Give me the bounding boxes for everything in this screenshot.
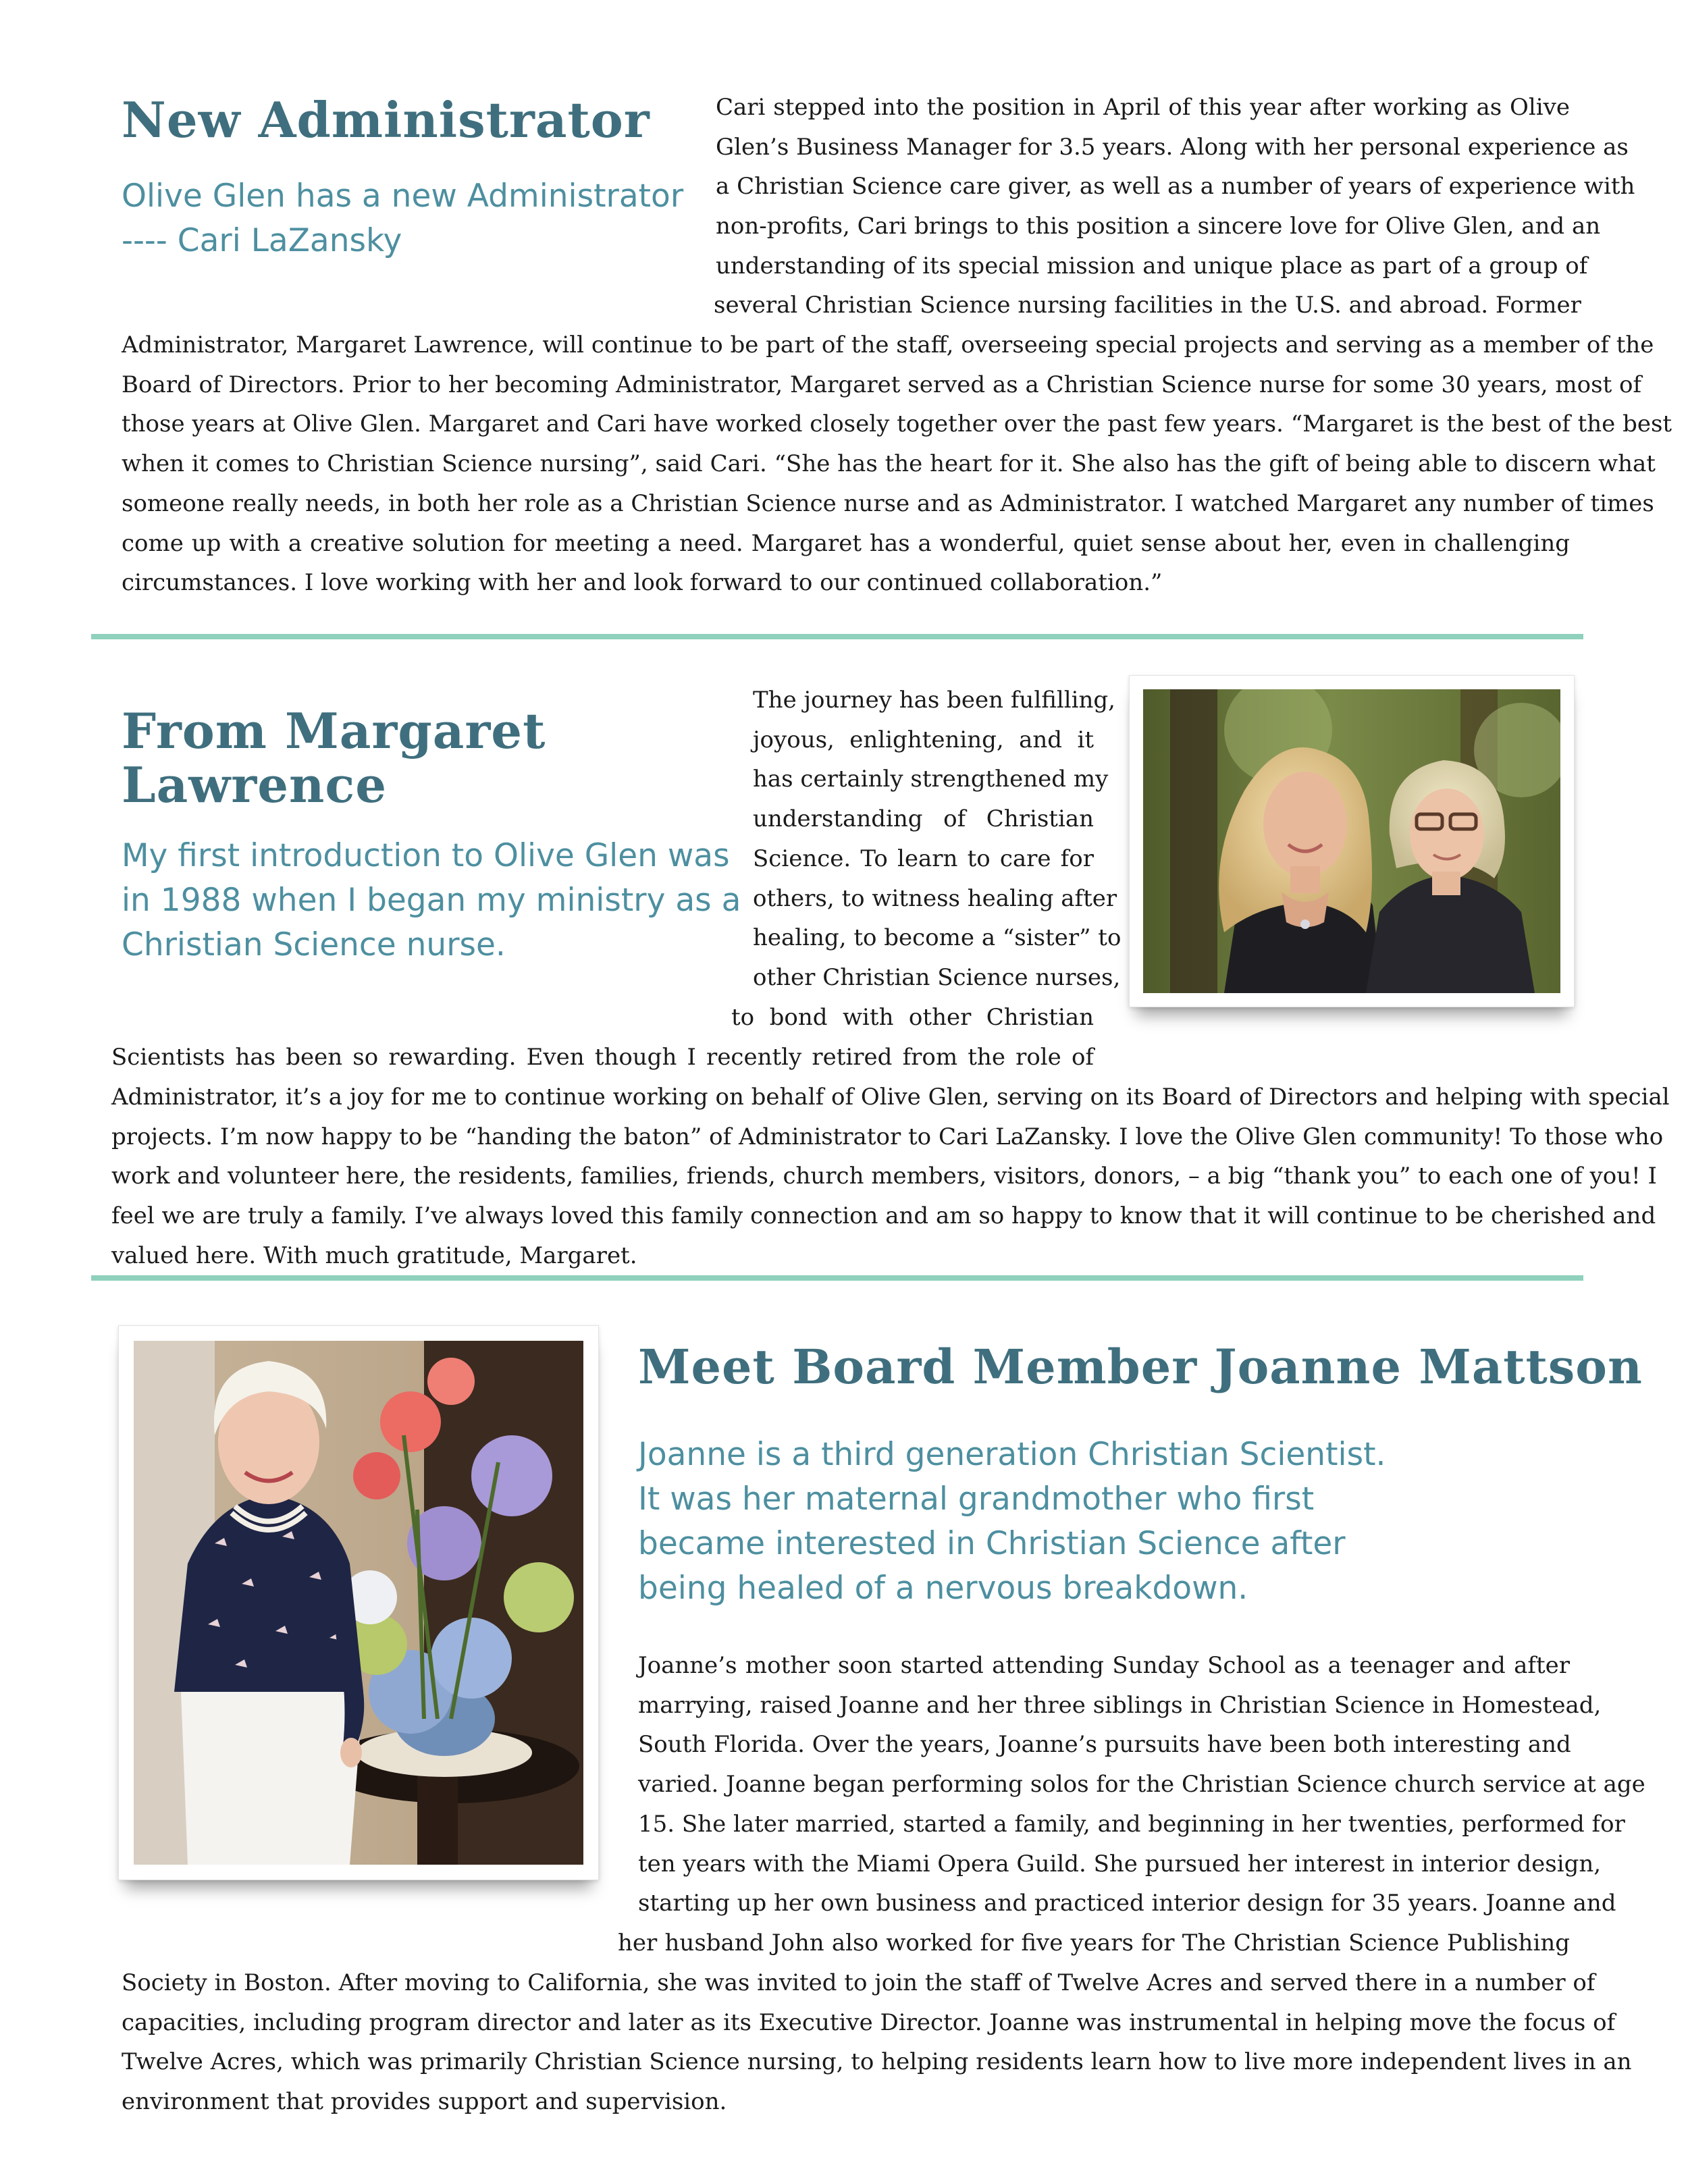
text-line: others, to witness healing after	[753, 884, 1117, 912]
two-women-photo-icon	[1143, 689, 1560, 993]
text-line: ten years with the Miami Opera Guild. She pursued her interest in interior design,	[638, 1850, 1602, 1877]
margaret-subheading-line: Christian Science nurse.	[122, 926, 506, 963]
section-divider	[91, 634, 1583, 639]
joanne-heading: Meet Board Member Joanne Mattson	[638, 1339, 1643, 1395]
text-line: Scientists has been so rewarding. Even though I recently retired from the role of	[111, 1044, 1094, 1071]
text-line: starting up her own business and practiced interior design for 35 years. Joanne and	[638, 1890, 1616, 1917]
margaret-subheading-line: My first introduction to Olive Glen was	[122, 837, 730, 874]
margaret-cari-photo	[1129, 675, 1575, 1007]
text-line: Board of Directors. Prior to her becoming Administrator, Margaret served as a Christian Science nurse for some 30 years, most of	[122, 371, 1642, 398]
admin-body-text	[122, 325, 1672, 603]
text-line: feel we are truly a family. I’ve always loved this family connection and am so happy to know that it will continue to be cherished and	[111, 1202, 1656, 1230]
margaret-wide-line	[111, 1038, 1094, 1077]
text-line: Cari stepped into the position in April of this year after working as Olive	[716, 94, 1570, 121]
joanne-subheading-line: Joanne is a third generation Christian Scientist.	[638, 1436, 1386, 1473]
text-line: several Christian Science nursing facilities in the U.S. and abroad. Former	[714, 292, 1581, 319]
margaret-subheading	[122, 834, 741, 967]
margaret-heading-line: Lawrence	[122, 756, 387, 814]
admin-subheading-line: Olive Glen has a new Administrator	[122, 178, 684, 215]
text-line: non-profits, Cari brings to this position a sincere love for Olive Glen, and an	[716, 213, 1601, 240]
text-line: The journey has been fulfilling,	[753, 687, 1115, 714]
text-line: those years at Olive Glen. Margaret and Cari have worked closely together over the past few years. “Margaret is the best of the best	[122, 410, 1672, 438]
text-line: 15. She later married, started a family, and beginning in her twenties, performed for	[638, 1810, 1625, 1838]
admin-intro-text	[716, 88, 1635, 286]
text-line: capacities, including program director and later as its Executive Director. Joanne was instrumental in helping move the focus of	[122, 2008, 1616, 2036]
text-line: someone really needs, in both her role as a Christian Science nurse and as Administrator. I watched Margaret any number of times	[122, 489, 1654, 517]
text-line: when it comes to Christian Science nursing”, said Cari. “She has the heart for it. She also has the gift of being able to discern what	[122, 450, 1656, 478]
text-line: Administrator, it’s a joy for me to continue working on behalf of Olive Glen, serving on its Board of Directors and helping with special	[111, 1084, 1670, 1111]
text-line: joyous, enlightening, and it	[753, 726, 1094, 753]
text-line: marrying, raised Joanne and her three siblings in Christian Science in Homestead,	[638, 1691, 1602, 1719]
text-line: understanding of its special mission and unique place as part of a group of	[716, 252, 1588, 279]
text-line: understanding of Christian	[753, 805, 1094, 833]
text-line: to bond with other Christian	[731, 1004, 1094, 1031]
text-line: Administrator, Margaret Lawrence, will continue to be part of the staff, overseeing special projects and serving as a member of the	[122, 331, 1654, 358]
admin-transition-line	[714, 286, 1581, 325]
text-line: projects. I’m now happy to be “handing the baton” of Administrator to Cari LaZansky. I love the Olive Glen community! To those who	[111, 1123, 1664, 1150]
admin-subheading-line: ---- Cari LaZansky	[122, 222, 402, 259]
text-line: environment that provides support and supervision.	[122, 2088, 727, 2116]
margaret-intro-text	[753, 681, 1122, 998]
margaret-subheading-line: in 1988 when I began my ministry as a	[122, 882, 741, 919]
margaret-heading	[122, 704, 546, 812]
text-line: her husband John also worked for five years for The Christian Science Publishing	[618, 1929, 1570, 1956]
text-line: work and volunteer here, the residents, families, friends, church members, visitors, donors, – a big “thank you” to each one of you! I	[111, 1163, 1657, 1190]
joanne-subheading-line: became interested in Christian Science after	[638, 1525, 1346, 1562]
joanne-subheading-line: being healed of a nervous breakdown.	[638, 1570, 1248, 1607]
joanne-portrait-icon	[134, 1341, 583, 1865]
joanne-body-text	[122, 1963, 1632, 2122]
joanne-subheading	[638, 1433, 1386, 1611]
section-divider	[91, 1275, 1583, 1281]
text-line: Twelve Acres, which was primarily Christian Science nursing, to helping residents learn how to live more independent lives in an	[122, 2048, 1632, 2076]
text-line: a Christian Science care giver, as well as a number of years of experience with	[716, 173, 1635, 201]
joanne-intro-text	[638, 1646, 1645, 1923]
text-line: other Christian Science nurses,	[753, 963, 1121, 991]
text-line: Science. To learn to care for	[753, 845, 1094, 872]
text-line: healing, to become a “sister” to	[753, 924, 1122, 952]
text-line: Glen’s Business Manager for 3.5 years. Along with her personal experience as	[716, 133, 1629, 161]
joanne-transition-line	[618, 1923, 1570, 1963]
margaret-body-text	[111, 1077, 1670, 1276]
text-line: valued here. With much gratitude, Margaret.	[111, 1242, 637, 1269]
admin-subheading	[122, 174, 683, 263]
text-line: come up with a creative solution for meeting a need. Margaret has a wonderful, quiet sense about her, even in challenging	[122, 529, 1570, 557]
text-line: South Florida. Over the years, Joanne’s pursuits have been both interesting and	[638, 1731, 1571, 1759]
text-line: varied. Joanne began performing solos for the Christian Science church service at age	[638, 1771, 1645, 1799]
joanne-subheading-line: It was her maternal grandmother who first	[638, 1481, 1315, 1518]
margaret-transition-line	[731, 998, 1094, 1038]
margaret-heading-line: From Margaret	[122, 702, 546, 760]
text-line: Society in Boston. After moving to California, she was invited to join the staff of Twelve Acres and served there in a number of	[122, 1969, 1595, 1996]
joanne-photo	[118, 1325, 599, 1880]
text-line: circumstances. I love working with her and look forward to our continued collaboration.”	[122, 569, 1163, 597]
admin-heading: New Administrator	[122, 91, 650, 149]
text-line: Joanne’s mother soon started attending Sunday School as a teenager and after	[638, 1652, 1570, 1679]
text-line: has certainly strengthened my	[753, 766, 1109, 793]
